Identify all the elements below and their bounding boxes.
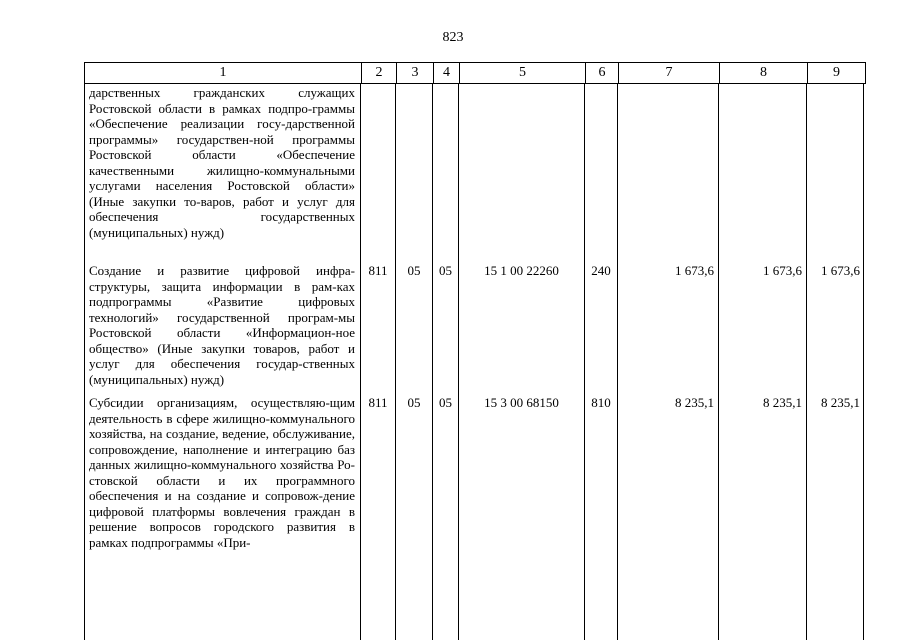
column-rule — [863, 84, 864, 640]
cell-section: 05 — [407, 395, 421, 410]
column-rule — [617, 84, 618, 640]
column-rule — [395, 84, 396, 640]
cell-amount-9: 8 235,1 — [821, 395, 860, 410]
column-rule — [806, 84, 807, 640]
header-col-7: 7 — [619, 63, 720, 83]
row-description: дарственных гражданских служащих Ростовской области в рамках подпро-граммы «Обеспечение реализации госу-дарственной программы» государствен-ной программы Ростовской области «Обеспечение качественными жилищно-коммунальными услугами населения Ростовской области» (Иные закупки то-варов, работ и услуг для обеспечения государственных (муниципальных) нужд) — [89, 85, 359, 240]
cell-subsection: 05 — [439, 263, 452, 278]
header-col-5: 5 — [460, 63, 586, 83]
cell-amount-8: 8 235,1 — [763, 395, 802, 410]
row-description: Создание и развитие цифровой инфра-структуры, защита информации в рам-ках подпрограммы «Развитие цифровых технологий» государственной програм-мы Ростовской области «Информацион-ное общество» (Иные закупки товаров, работ и услуг для обеспечения государ-ственных (муниципальных) нужд) — [89, 263, 359, 387]
cell-ministry: 811 — [368, 395, 388, 410]
column-rule — [432, 84, 433, 640]
cell-target-article: 15 1 00 22260 — [484, 263, 559, 278]
cell-amount-9: 1 673,6 — [821, 263, 860, 278]
cell-expense-type: 240 — [591, 263, 611, 278]
header-col-2: 2 — [362, 63, 397, 83]
header-col-4: 4 — [434, 63, 460, 83]
cell-target-article: 15 3 00 68150 — [484, 395, 559, 410]
page-number: 823 — [442, 30, 464, 45]
column-rule — [84, 84, 85, 640]
table-header-row — [84, 62, 866, 84]
cell-amount-8: 1 673,6 — [763, 263, 802, 278]
header-col-8: 8 — [720, 63, 808, 83]
column-rule — [584, 84, 585, 640]
row-description: Субсидии организациям, осуществляю-щим деятельность в сфере жилищно-коммунального хозяйства, на создание, ведение, обслуживание, сопровождение, наполнение и интеграцию баз данных жилищно-коммунального хозяйства Ро-стовской области и их программного обеспечения и на создание и сопровож-дение цифровой платформы вовлечения граждан в решение вопросов городского развития в рамках подпрограммы «При- — [89, 395, 359, 550]
cell-amount-7: 1 673,6 — [675, 263, 714, 278]
header-col-6: 6 — [586, 63, 619, 83]
column-rule — [360, 84, 361, 640]
column-rule — [458, 84, 459, 640]
header-col-9: 9 — [833, 65, 840, 80]
cell-ministry: 811 — [368, 263, 388, 278]
cell-subsection: 05 — [439, 395, 452, 410]
header-col-3: 3 — [397, 63, 434, 83]
cell-section: 05 — [407, 263, 421, 278]
cell-expense-type: 810 — [591, 395, 611, 410]
header-col-1: 1 — [85, 63, 362, 83]
cell-amount-7: 8 235,1 — [675, 395, 714, 410]
column-rule — [718, 84, 719, 640]
